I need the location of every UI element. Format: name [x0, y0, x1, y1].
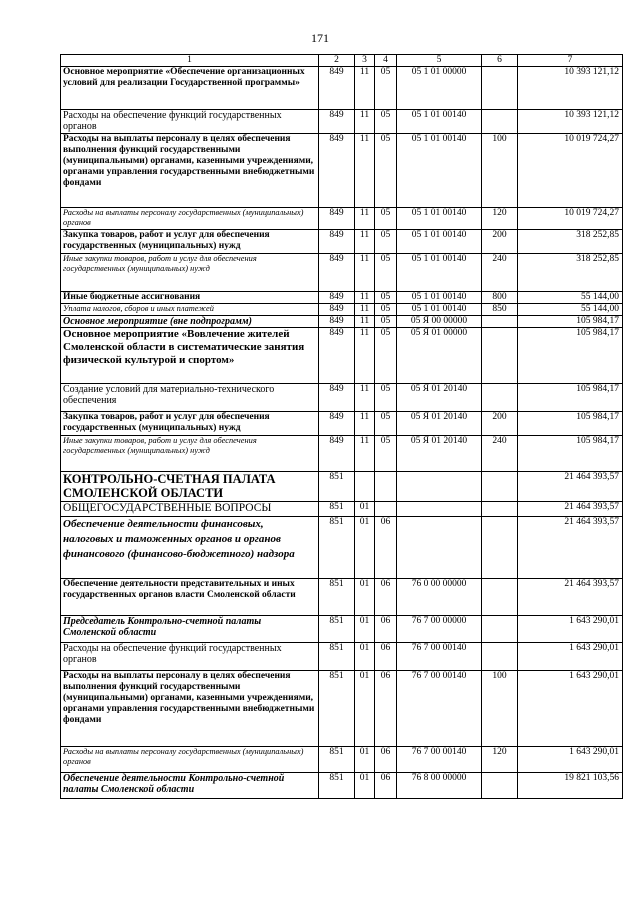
row-value-cell: 05 Я 01 20140 [397, 412, 482, 436]
table-row [61, 316, 623, 328]
row-value-cell: 100 [482, 134, 518, 208]
table-row [61, 254, 623, 292]
header-cell: 3 [355, 55, 375, 67]
row-value-cell: 849 [319, 384, 355, 412]
header-cell: 4 [375, 55, 397, 67]
row-value-cell: 76 7 00 00140 [397, 671, 482, 747]
row-value-cell: 19 821 103,56 [518, 773, 623, 799]
row-value-cell: 76 8 00 00000 [397, 773, 482, 799]
row-value-cell: 849 [319, 67, 355, 110]
row-value-cell [482, 67, 518, 110]
header-cell: 1 [61, 55, 319, 67]
row-value-cell: 06 [375, 579, 397, 616]
row-value-cell: 05 1 01 00140 [397, 304, 482, 316]
row-value-cell [482, 643, 518, 671]
row-label-cell: Обеспечение деятельности представительных и иных государственных органов власти Смоленской области [61, 579, 319, 616]
row-value-cell: 05 Я 01 20140 [397, 384, 482, 412]
row-value-cell: 11 [355, 110, 375, 134]
row-value-cell: 05 Я 01 00000 [397, 328, 482, 384]
row-value-cell: 05 Я 01 20140 [397, 436, 482, 472]
row-label-cell: Председатель Контрольно-счетной палаты Смоленской области [61, 616, 319, 643]
row-value-cell [482, 328, 518, 384]
table-row [61, 67, 623, 110]
row-value-cell: 55 144,00 [518, 292, 623, 304]
row-value-cell: 05 1 01 00140 [397, 208, 482, 230]
row-value-cell: 05 [375, 254, 397, 292]
row-value-cell: 05 [375, 292, 397, 304]
row-label-cell: Основное мероприятие (вне подпрограмм) [61, 316, 319, 328]
row-value-cell [482, 110, 518, 134]
row-value-cell: 01 [355, 616, 375, 643]
row-value-cell [482, 384, 518, 412]
row-value-cell: 01 [355, 517, 375, 579]
table-row [61, 328, 623, 384]
row-value-cell [375, 502, 397, 517]
row-value-cell: 05 1 01 00140 [397, 230, 482, 254]
row-value-cell: 05 [375, 208, 397, 230]
table-row [61, 292, 623, 304]
row-value-cell: 849 [319, 436, 355, 472]
row-value-cell: 05 [375, 384, 397, 412]
row-value-cell: 200 [482, 412, 518, 436]
row-label-cell: ОБЩЕГОСУДАРСТВЕННЫЕ ВОПРОСЫ [61, 502, 319, 517]
row-value-cell: 11 [355, 436, 375, 472]
row-value-cell: 21 464 393,57 [518, 472, 623, 502]
row-label-cell: Иные бюджетные ассигнования [61, 292, 319, 304]
row-value-cell: 11 [355, 208, 375, 230]
row-value-cell: 05 1 01 00140 [397, 292, 482, 304]
row-value-cell: 849 [319, 208, 355, 230]
row-label-cell: Иные закупки товаров, работ и услуг для обеспечения государственных (муниципальных) нужд [61, 254, 319, 292]
row-value-cell: 06 [375, 643, 397, 671]
row-value-cell: 01 [355, 579, 375, 616]
row-value-cell [375, 472, 397, 502]
row-value-cell: 06 [375, 671, 397, 747]
row-label-cell: Основное мероприятие «Вовлечение жителей Смоленской области в систематические занятия физической культурой и спортом» [61, 328, 319, 384]
row-value-cell: 05 [375, 436, 397, 472]
row-value-cell: 851 [319, 517, 355, 579]
table-row [61, 110, 623, 134]
row-value-cell: 55 144,00 [518, 304, 623, 316]
row-value-cell: 120 [482, 208, 518, 230]
row-value-cell: 851 [319, 472, 355, 502]
row-value-cell: 851 [319, 671, 355, 747]
row-value-cell: 76 0 00 00000 [397, 579, 482, 616]
row-value-cell [482, 579, 518, 616]
row-value-cell: 05 1 01 00140 [397, 254, 482, 292]
row-value-cell: 200 [482, 230, 518, 254]
row-label-cell: Расходы на обеспечение функций государственных органов [61, 110, 319, 134]
row-value-cell: 11 [355, 304, 375, 316]
row-label-cell: Иные закупки товаров, работ и услуг для обеспечения государственных (муниципальных) нужд [61, 436, 319, 472]
row-value-cell: 1 643 290,01 [518, 616, 623, 643]
row-value-cell: 11 [355, 254, 375, 292]
row-label-cell: Закупка товаров, работ и услуг для обеспечения государственных (муниципальных) нужд [61, 230, 319, 254]
row-value-cell: 849 [319, 304, 355, 316]
row-value-cell: 849 [319, 328, 355, 384]
row-value-cell: 05 [375, 110, 397, 134]
row-value-cell: 11 [355, 328, 375, 384]
row-value-cell: 05 [375, 316, 397, 328]
row-value-cell: 105 984,17 [518, 316, 623, 328]
row-value-cell [482, 773, 518, 799]
row-value-cell: 11 [355, 134, 375, 208]
row-value-cell: 105 984,17 [518, 436, 623, 472]
row-value-cell: 105 984,17 [518, 328, 623, 384]
row-value-cell: 05 [375, 412, 397, 436]
row-value-cell: 849 [319, 230, 355, 254]
row-value-cell: 849 [319, 316, 355, 328]
row-value-cell [482, 517, 518, 579]
row-value-cell: 851 [319, 579, 355, 616]
row-value-cell: 76 7 00 00140 [397, 643, 482, 671]
row-value-cell: 01 [355, 643, 375, 671]
row-value-cell: 05 1 01 00000 [397, 67, 482, 110]
row-value-cell [482, 502, 518, 517]
row-value-cell: 06 [375, 616, 397, 643]
row-value-cell [482, 316, 518, 328]
table-row [61, 747, 623, 773]
row-label-cell: Расходы на выплаты персоналу государственных (муниципальных) органов [61, 747, 319, 773]
row-value-cell: 05 [375, 304, 397, 316]
row-value-cell: 06 [375, 517, 397, 579]
row-value-cell: 120 [482, 747, 518, 773]
row-value-cell: 849 [319, 110, 355, 134]
row-label-cell: Расходы на выплаты персоналу государственных (муниципальных) органов [61, 208, 319, 230]
row-value-cell: 240 [482, 436, 518, 472]
row-value-cell: 10 019 724,27 [518, 208, 623, 230]
row-label-cell: КОНТРОЛЬНО-СЧЕТНАЯ ПАЛАТА СМОЛЕНСКОЙ ОБЛАСТИ [61, 472, 319, 502]
row-value-cell: 10 019 724,27 [518, 134, 623, 208]
page-number: 171 [311, 31, 329, 45]
row-value-cell [397, 517, 482, 579]
row-label-cell: Основное мероприятие «Обеспечение организационных условий для реализации Государственной программы» [61, 67, 319, 110]
row-value-cell: 11 [355, 412, 375, 436]
table-row [61, 304, 623, 316]
row-value-cell [397, 502, 482, 517]
row-value-cell: 01 [355, 773, 375, 799]
row-value-cell: 849 [319, 412, 355, 436]
row-value-cell: 01 [355, 671, 375, 747]
row-value-cell: 10 393 121,12 [518, 67, 623, 110]
row-value-cell [482, 472, 518, 502]
table-row [61, 134, 623, 208]
row-value-cell: 240 [482, 254, 518, 292]
row-label-cell: Закупка товаров, работ и услуг для обеспечения государственных (муниципальных) нужд [61, 412, 319, 436]
row-value-cell: 05 [375, 134, 397, 208]
row-value-cell: 05 1 01 00140 [397, 110, 482, 134]
row-label-cell: Обеспечение деятельности Контрольно-счетной палаты Смоленской области [61, 773, 319, 799]
row-value-cell: 849 [319, 254, 355, 292]
table-row [61, 436, 623, 472]
table-row [61, 384, 623, 412]
row-value-cell: 01 [355, 747, 375, 773]
row-label-cell: Расходы на выплаты персоналу в целях обеспечения выполнения функций государственными (муниципальными) органами, казенными учреждениями, органами управления государственными внебюджетными фондами [61, 671, 319, 747]
row-value-cell: 76 7 00 00140 [397, 747, 482, 773]
row-value-cell: 318 252,85 [518, 230, 623, 254]
row-value-cell: 06 [375, 747, 397, 773]
table-row [61, 579, 623, 616]
table-row [61, 412, 623, 436]
row-value-cell: 76 7 00 00000 [397, 616, 482, 643]
table-header-row [61, 55, 623, 67]
row-value-cell: 318 252,85 [518, 254, 623, 292]
table-row [61, 502, 623, 517]
row-label-cell: Расходы на обеспечение функций государственных органов [61, 643, 319, 671]
row-value-cell: 21 464 393,57 [518, 502, 623, 517]
header-cell: 7 [518, 55, 623, 67]
row-value-cell: 11 [355, 230, 375, 254]
table-row [61, 643, 623, 671]
row-value-cell: 06 [375, 773, 397, 799]
row-value-cell: 851 [319, 643, 355, 671]
table-row [61, 671, 623, 747]
header-cell: 2 [319, 55, 355, 67]
row-value-cell: 05 [375, 328, 397, 384]
row-value-cell [397, 472, 482, 502]
row-label-cell: Расходы на выплаты персоналу в целях обеспечения выполнения функций государственными (муниципальными) органами, казенными учреждениями, органами управления государственными внебюджетными фондами [61, 134, 319, 208]
row-value-cell: 05 1 01 00140 [397, 134, 482, 208]
row-value-cell: 1 643 290,01 [518, 671, 623, 747]
row-value-cell: 21 464 393,57 [518, 579, 623, 616]
row-value-cell: 01 [355, 502, 375, 517]
row-value-cell: 850 [482, 304, 518, 316]
row-value-cell [355, 472, 375, 502]
row-value-cell: 849 [319, 134, 355, 208]
row-value-cell: 11 [355, 316, 375, 328]
table-row [61, 208, 623, 230]
budget-table [60, 54, 623, 799]
row-value-cell: 851 [319, 616, 355, 643]
row-value-cell: 851 [319, 747, 355, 773]
row-value-cell: 849 [319, 292, 355, 304]
table-row [61, 773, 623, 799]
row-value-cell: 21 464 393,57 [518, 517, 623, 579]
row-value-cell: 11 [355, 67, 375, 110]
row-value-cell: 105 984,17 [518, 384, 623, 412]
row-value-cell [482, 616, 518, 643]
row-value-cell: 800 [482, 292, 518, 304]
row-label-cell: Создание условий для материально-технического обеспечения [61, 384, 319, 412]
row-value-cell: 105 984,17 [518, 412, 623, 436]
row-value-cell: 100 [482, 671, 518, 747]
row-value-cell: 851 [319, 502, 355, 517]
table-row [61, 230, 623, 254]
row-value-cell: 10 393 121,12 [518, 110, 623, 134]
row-value-cell: 851 [319, 773, 355, 799]
header-cell: 6 [482, 55, 518, 67]
header-cell: 5 [397, 55, 482, 67]
row-value-cell: 11 [355, 384, 375, 412]
row-value-cell: 05 Я 00 00000 [397, 316, 482, 328]
row-value-cell: 11 [355, 292, 375, 304]
row-value-cell: 1 643 290,01 [518, 643, 623, 671]
row-value-cell: 05 [375, 67, 397, 110]
row-value-cell: 1 643 290,01 [518, 747, 623, 773]
table-row [61, 472, 623, 502]
table-row [61, 616, 623, 643]
table-row [61, 517, 623, 579]
row-label-cell: Уплата налогов, сборов и иных платежей [61, 304, 319, 316]
row-label-cell: Обеспечение деятельности финансовых, налоговых и таможенных органов и органов финансового (финансово-бюджетного) надзора [61, 517, 319, 579]
row-value-cell: 05 [375, 230, 397, 254]
